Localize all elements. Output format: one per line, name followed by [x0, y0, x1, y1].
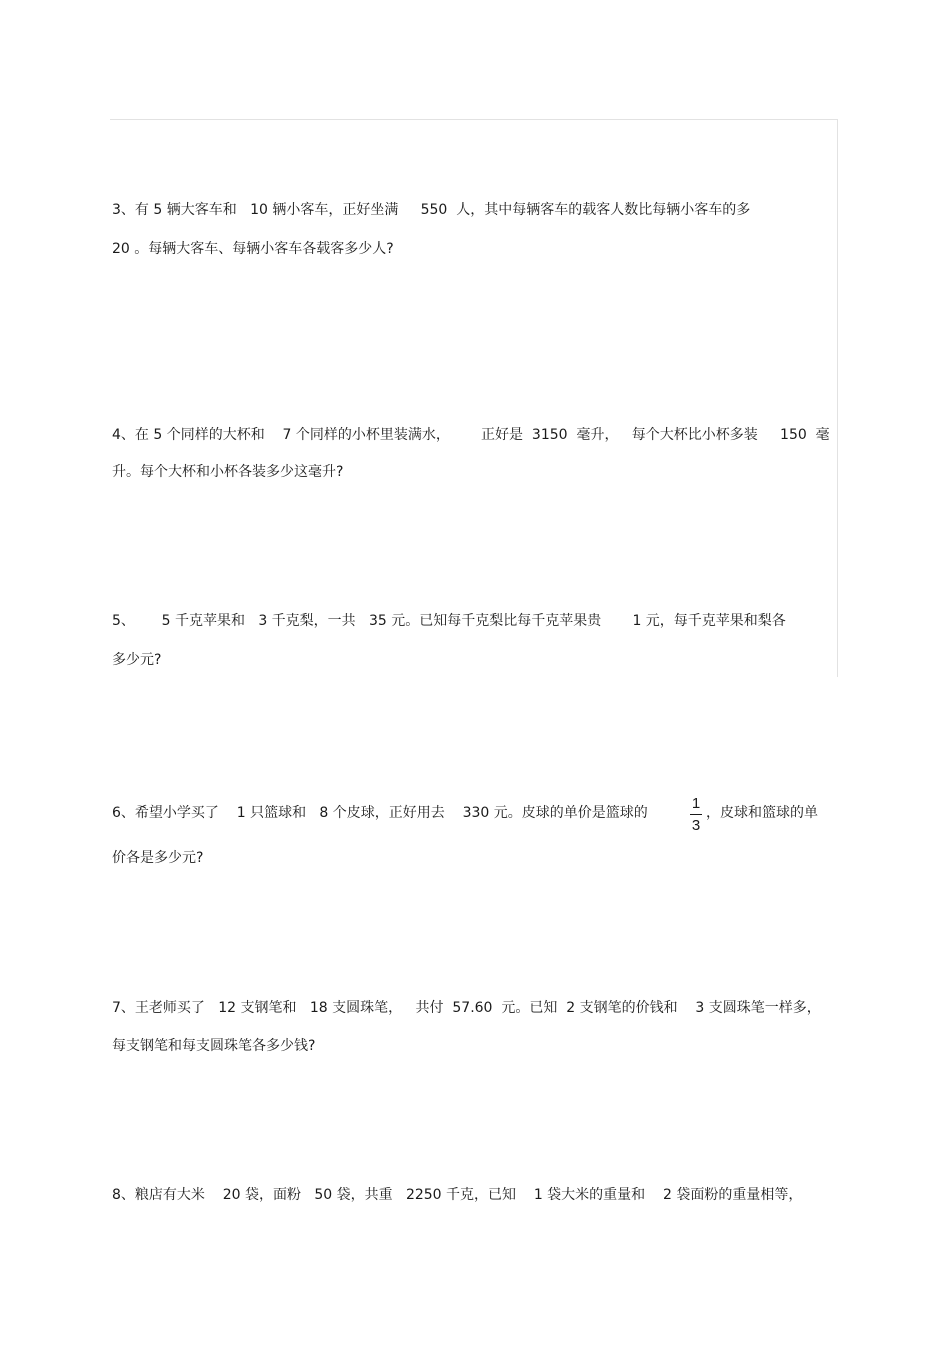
problem-3-line-1: 3、有 5 辆大客车和 10 辆小客车，正好坐满 550 人，其中每辆客车的载客人数比每辆小客车的多	[112, 202, 751, 218]
problem-4-line-1: 4、在 5 个同样的大杯和 7 个同样的小杯里装满水， 正好是 3150 毫升， 每个大杯比小杯多装 150 毫	[112, 427, 830, 443]
problem-5-line-2: 多少元?	[112, 652, 162, 668]
page-border-top	[110, 119, 838, 120]
problem-5-line-1: 5、 5 千克苹果和 3 千克梨，一共 35 元。已知每千克梨比每千克苹果贵 1 元，每千克苹果和梨各	[112, 613, 786, 629]
fraction-numerator: 1	[691, 795, 701, 812]
fraction-bar	[690, 814, 702, 815]
page-border-right	[837, 119, 838, 677]
problem-6-line-2: 价各是多少元?	[112, 850, 204, 866]
fraction-one-third	[689, 795, 703, 834]
problem-7-line-1: 7、王老师买了 12 支钢笔和 18 支圆珠笔， 共付 57.60 元。已知 2 支钢笔的价钱和 3 支圆珠笔一样多，	[112, 1000, 821, 1016]
problem-6-line-1b: ，皮球和篮球的单	[706, 805, 818, 821]
problem-4-line-2: 升。每个大杯和小杯各装多少这毫升?	[112, 464, 344, 480]
problem-6-line-1a: 6、希望小学买了 1 只篮球和 8 个皮球，正好用去 330 元。皮球的单价是篮球的	[112, 805, 648, 821]
problem-3-line-2: 20 。每辆大客车、每辆小客车各载客多少人?	[112, 241, 394, 257]
fraction-denominator: 3	[691, 817, 701, 834]
problem-7-line-2: 每支钢笔和每支圆珠笔各多少钱?	[112, 1038, 316, 1054]
problem-8-line-1: 8、粮店有大米 20 袋，面粉 50 袋，共重 2250 千克，已知 1 袋大米的重量和 2 袋面粉的重量相等，	[112, 1187, 803, 1203]
